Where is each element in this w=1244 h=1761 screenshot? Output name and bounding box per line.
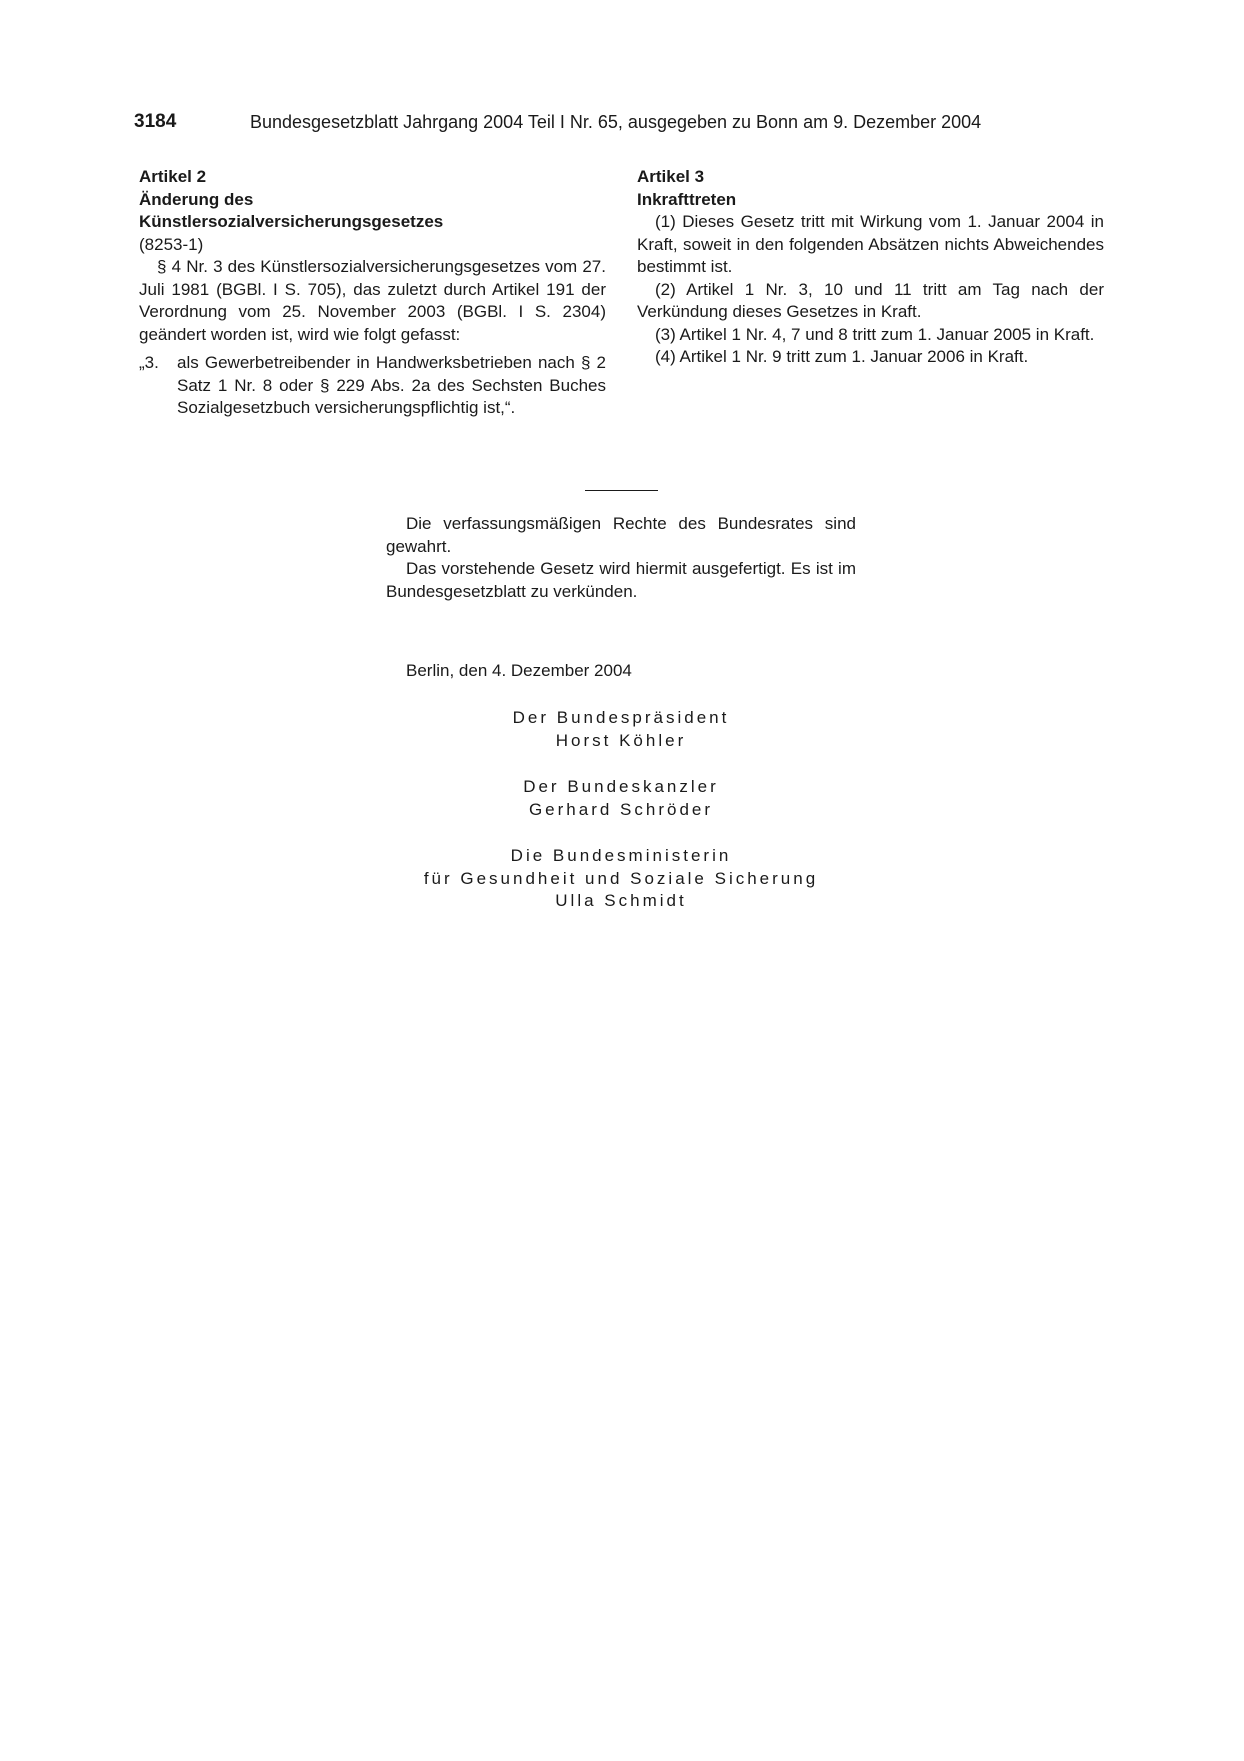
signature-minister — [386, 845, 856, 913]
article-3-para-1: (1) Dieses Gesetz tritt mit Wirkung vom 1. Januar 2004 in Kraft, soweit in den folgenden Absätzen nichts Abweichendes bestimmt ist. — [637, 212, 1104, 276]
section-divider — [585, 490, 658, 491]
signature-title: Die Bundesministerin — [510, 846, 732, 865]
page-number: 3184 — [134, 111, 177, 132]
article-3-para-3: (3) Artikel 1 Nr. 4, 7 und 8 tritt zum 1. Januar 2005 in Kraft. — [655, 324, 1095, 344]
article-3-para-2: (2) Artikel 1 Nr. 3, 10 und 11 tritt am Tag nach der Verkündung dieses Gesetzes in Kraft. — [637, 279, 1104, 321]
signature-name: Ulla Schmidt — [555, 891, 687, 910]
article-2-item-text: als Gewerbetreibender in Handwerksbetrieben nach § 2 Satz 1 Nr. 8 oder § 229 Abs. 2a des Sechsten Buches Sozialgesetzbuch versicherungspflichtig ist,“. — [177, 353, 606, 417]
article-3-para-4: (4) Artikel 1 Nr. 9 tritt zum 1. Januar 2006 in Kraft. — [655, 347, 1029, 366]
signature-title: Der Bundespräsident — [512, 708, 730, 727]
signature-title-2: für Gesundheit und Soziale Sicherung — [423, 868, 819, 888]
place-date: Berlin, den 4. Dezember 2004 — [406, 661, 632, 680]
closing-rights: Die verfassungsmäßigen Rechte des Bundesrates sind gewahrt. — [386, 514, 856, 556]
signatures — [386, 707, 856, 937]
signature-chancellor — [386, 776, 856, 821]
article-3-heading: Artikel 3 — [637, 167, 705, 186]
closing-execution: Das vorstehende Gesetz wird hiermit ausgefertigt. Es ist im Bundesgesetzblatt zu verkünden. — [386, 559, 856, 601]
article-2-title-line2: Künstlersozialversicherungsgesetzes — [139, 212, 444, 231]
signature-president — [386, 707, 856, 752]
signature-title: Der Bundeskanzler — [523, 777, 719, 796]
article-2-item — [139, 352, 606, 420]
article-2-body: § 4 Nr. 3 des Künstlersozialversicherungsgesetzes vom 27. Juli 1981 (BGBl. I S. 705), das zuletzt durch Artikel 191 der Verordnung vom 25. November 2003 (BGBl. I S. 2304) geändert worden ist, wird wie folgt gefasst: — [139, 257, 606, 344]
signature-name: Gerhard Schröder — [528, 799, 714, 819]
article-2-item-number: „3. — [139, 353, 159, 372]
article-2 — [139, 166, 606, 420]
article-2-heading: Artikel 2 — [139, 167, 207, 186]
article-3 — [637, 166, 1104, 369]
article-3-title: Inkrafttreten — [637, 189, 737, 209]
running-head: Bundesgesetzblatt Jahrgang 2004 Teil I Nr. 65, ausgegeben zu Bonn am 9. Dezember 2004 — [250, 112, 982, 132]
article-2-reference: (8253-1) — [139, 234, 204, 254]
closing-formula — [386, 513, 856, 603]
signature-name: Horst Köhler — [555, 730, 687, 750]
article-2-title-line1: Änderung des — [139, 189, 254, 209]
